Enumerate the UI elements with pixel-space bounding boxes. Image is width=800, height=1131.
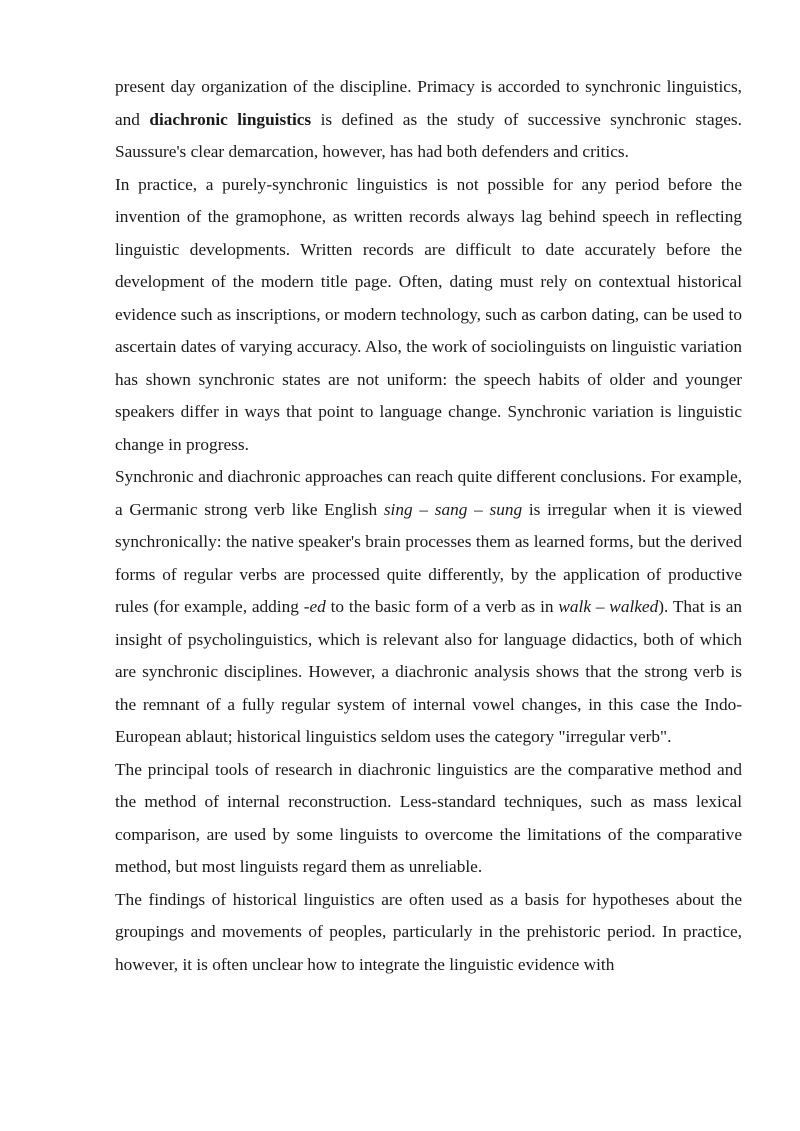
paragraph-2: In practice, a purely-synchronic linguistics is not possible for any period before the invention of the gramophone, as written records always lag behind speech in reflecting linguistic developments. Written records are difficult to date accurately before the development of the modern title page. Often, dating must rely on contextual historical evidence such as inscriptions, or modern technology, such as carbon dating, can be used to ascertain dates of varying accuracy. Also, the work of sociolinguists on linguistic variation has shown synchronic states are not uniform: the speech habits of older and younger speakers differ in ways that point to language change. Synchronic variation is linguistic change in progress.: [115, 174, 742, 454]
term-diachronic-linguistics: diachronic linguistics: [149, 109, 312, 129]
document-page: [115, 71, 742, 981]
paragraph-3-text-a: Synchronic and diachronic approaches can reach quite different conclusions. For example, a Germanic strong verb like English: [115, 467, 742, 519]
paragraph-3: [115, 461, 742, 754]
paragraph-3-text-c: is irregular when it is viewed synchronically: the native speaker's brain processes them as learned forms, but the derived forms of regular verbs are processed quite differently, by the application of productive rules (for example, adding: [115, 499, 742, 616]
paragraph-1-text-a: present day organization of the discipline. Primacy is accorded to synchronic linguistics, and: [115, 77, 742, 129]
paragraph-4: The principal tools of research in diachronic linguistics are the comparative method and the method of internal reconstruction. Less-standard techniques, such as mass lexical comparison, are used by some linguists to overcome the limitations of the comparative method, but most linguists regard them as unreliable.: [115, 759, 742, 876]
paragraph-3-text-g: ). That is an insight of psycholinguistics, which is relevant also for language didactics, both of which are synchronic disciplines. However, a diachronic analysis shows that the strong verb is the remnant of a fully regular system of internal vowel changes, in this case the Indo-European ablaut; historical linguistics seldom uses the category "irregular verb".: [115, 597, 743, 746]
paragraph-1-text-c: is defined as the study of successive synchronic stages. Saussure's clear demarcation, however, has had both defenders and critics.: [115, 109, 742, 161]
example-sing-sang-sung: sing – sang – sung: [383, 499, 523, 519]
example-walk-walked: walk – walked: [558, 597, 659, 616]
paragraph-5: The findings of historical linguistics are often used as a basis for hypotheses about the groupings and movements of peoples, particularly in the prehistoric period. In practice, however, it is often unclear how to integrate the linguistic evidence with: [115, 889, 742, 974]
example-ed-suffix: -ed: [303, 597, 326, 616]
paragraph-1: [115, 71, 742, 169]
paragraph-3-text-e: to the basic form of a verb as in: [325, 597, 559, 616]
